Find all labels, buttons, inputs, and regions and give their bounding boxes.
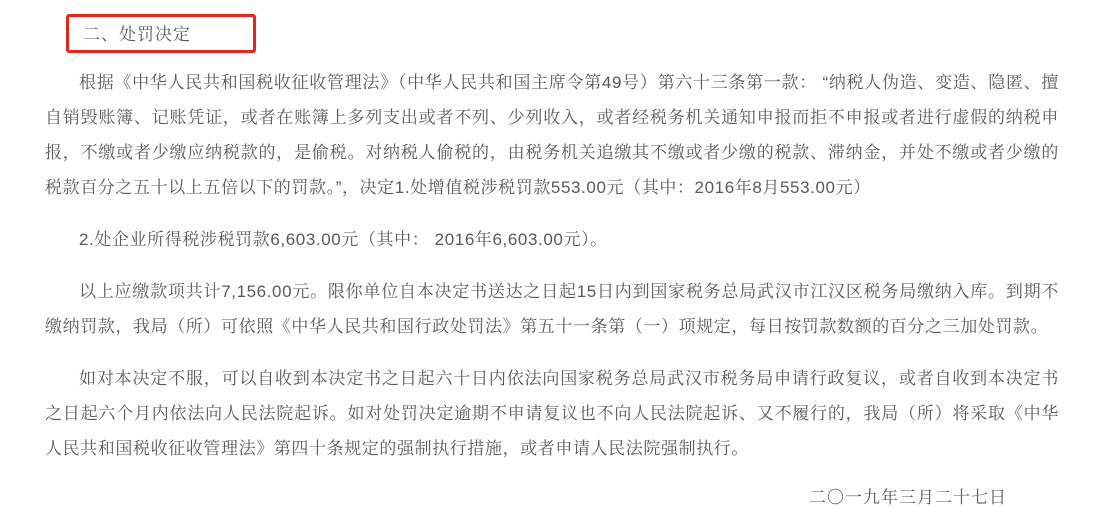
paragraph-payment-deadline: 以上应缴款项共计7,156.00元。限你单位自本决定书送达之日起15日内到国家税务总局武汉市江汉区税务局缴纳入库。到期不缴纳罚款，我局（所）可依照《中华人民共和国行政处罚法》第五十一条第（一）项规定，每日按罚款数额的百分之三加处罚款。 <box>45 282 1059 336</box>
paragraph-appeal-rights: 如对本决定不服，可以自收到本决定书之日起六十日内依法向国家税务总局武汉市税务局申请行政复议，或者自收到本决定书之日起六个月内依法向人民法院起诉。如对处罚决定逾期不申请复议也不向人民法院起诉、又不履行的，我局（所）将采取《中华人民共和国税收征收管理法》第四十条规定的强制执行措施，或者申请人民法院强制执行。 <box>45 369 1059 458</box>
paragraph-income-tax-penalty: 2.处企业所得税涉税罚款6,603.00元（其中： 2016年6,603.00元）。 <box>79 230 608 249</box>
section-title-highlight-box <box>66 14 256 53</box>
document-date: 二〇一九年三月二十七日 <box>809 488 1007 507</box>
document-body <box>45 65 1059 466</box>
paragraph-legal-basis-and-vat-penalty: 根据《中华人民共和国税收征收管理法》（中华人民共和国主席令第49号）第六十三条第一款： “纳税人伪造、变造、隐匿、擅自销毁账簿、记账凭证，或者在账簿上多列支出或者不列、少列收入，或者经税务机关通知申报而拒不申报或者进行虚假的纳税申报，不缴或者少缴应纳税款的，是偷税。对纳税人偷税的，由税务机关追缴其不缴或者少缴的税款、滞纳金，并处不缴或者少缴的税款百分之五十以上五倍以下的罚款。”，决定1.处增值税涉税罚款553.00元（其中：2016年8月553.00元） <box>45 73 1059 197</box>
section-title: 二、处罚决定 <box>83 25 191 44</box>
